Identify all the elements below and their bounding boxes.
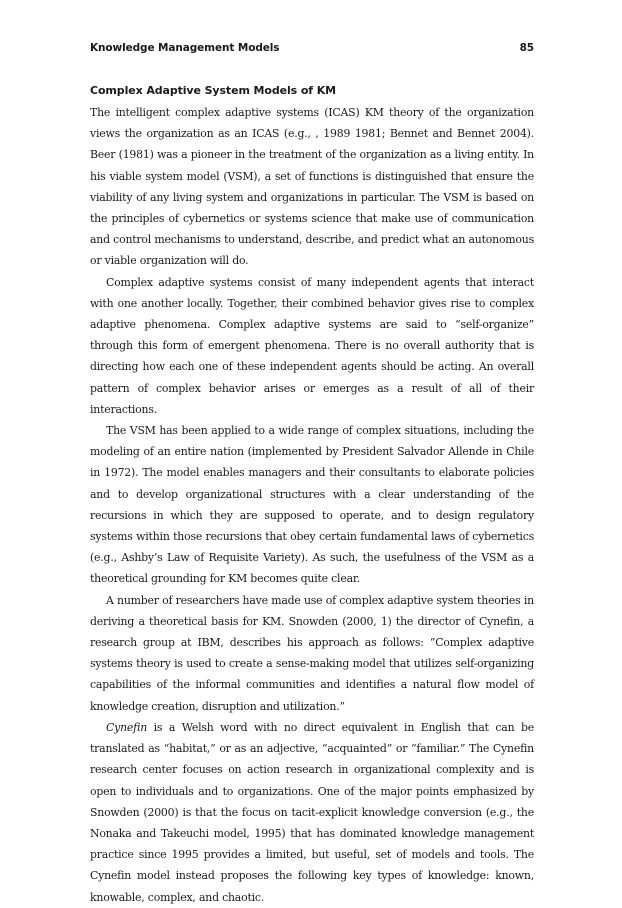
paragraph-vsm-applications: The VSM has been applied to a wide range of complex situations, including the modeling of an entire nation (implemented by President Salvador Allende in Chile in 1972). The model enables managers and their consultants to elaborate policies and to develop organizational structures with a clear understanding of the recursions in which they are supposed to operate, and to design regulatory systems within those recursions that obey certain fundamental laws of cybernetics (e.g., Ashby’s Law of Requisite Variety). As such, the usefulness of the VSM as a theoretical grounding for KM becomes quite clear.	[90, 424, 534, 586]
body-text	[90, 102, 534, 908]
paragraph-icas-intro: The intelligent complex adaptive systems (ICAS) KM theory of the organization views the organization as an ICAS (e.g., , 1989 1981; Bennet and Bennet 2004). Beer (1981) was a pioneer in the treatment of the organization as a living entity. In his viable system model (VSM), a set of functions is distinguished that ensure the viability of any living system and organizations in particular. The VSM is based on the principles of cybernetics or systems science that make use of communication and control mechanisms to understand, describe, and predict what an autonomous or viable organization will do.	[90, 106, 534, 268]
section-heading: Complex Adaptive System Models of KM	[90, 84, 336, 97]
paragraph-cynefin	[90, 717, 534, 908]
cynefin-term: Cynefin	[106, 720, 148, 734]
cynefin-paragraph-text: is a Welsh word with no direct equivalent in English that can be translated as “habitat,” or as an adjective, “acquainted” or “familiar.” The Cynefin research center focuses on action research in organizational complexity and is open to individuals and to organizations. One of the major points emphasized by Snowden (2000) is that the focus on tacit-explicit knowledge conversion (e.g., the Nonaka and Takeuchi model, 1995) that has dominated knowledge management practice since 1995 provides a limited, but useful, set of models and tools. The Cynefin model instead proposes the following key types of knowledge: known, knowable, complex, and chaotic.	[90, 720, 534, 904]
paragraph-researchers-snowden: A number of researchers have made use of complex adaptive system theories in deriving a theoretical basis for KM. Snowden (2000, 1) the director of Cynefin, a research group at IBM, describes his approach as follows: “Complex adaptive systems theory is used to create a sense-making model that utilizes self-organizing capabilities of the informal communities and identifies a natural flow model of knowledge creation, disruption and utilization.”	[90, 593, 534, 713]
running-title: Knowledge Management Models	[90, 42, 280, 54]
page-number: 85	[519, 42, 534, 54]
paragraph-complex-adaptive-systems: Complex adaptive systems consist of many independent agents that interact with one another locally. Together, their combined behavior gives rise to complex adaptive phenomena. Complex adaptive systems are said to “self-organize” through this form of emergent phenomena. There is no overall authority that is directing how each one of these independent agents should be acting. An overall pattern of complex behavior arises or emerges as a result of all of their interactions.	[90, 275, 534, 416]
running-header	[90, 42, 534, 54]
